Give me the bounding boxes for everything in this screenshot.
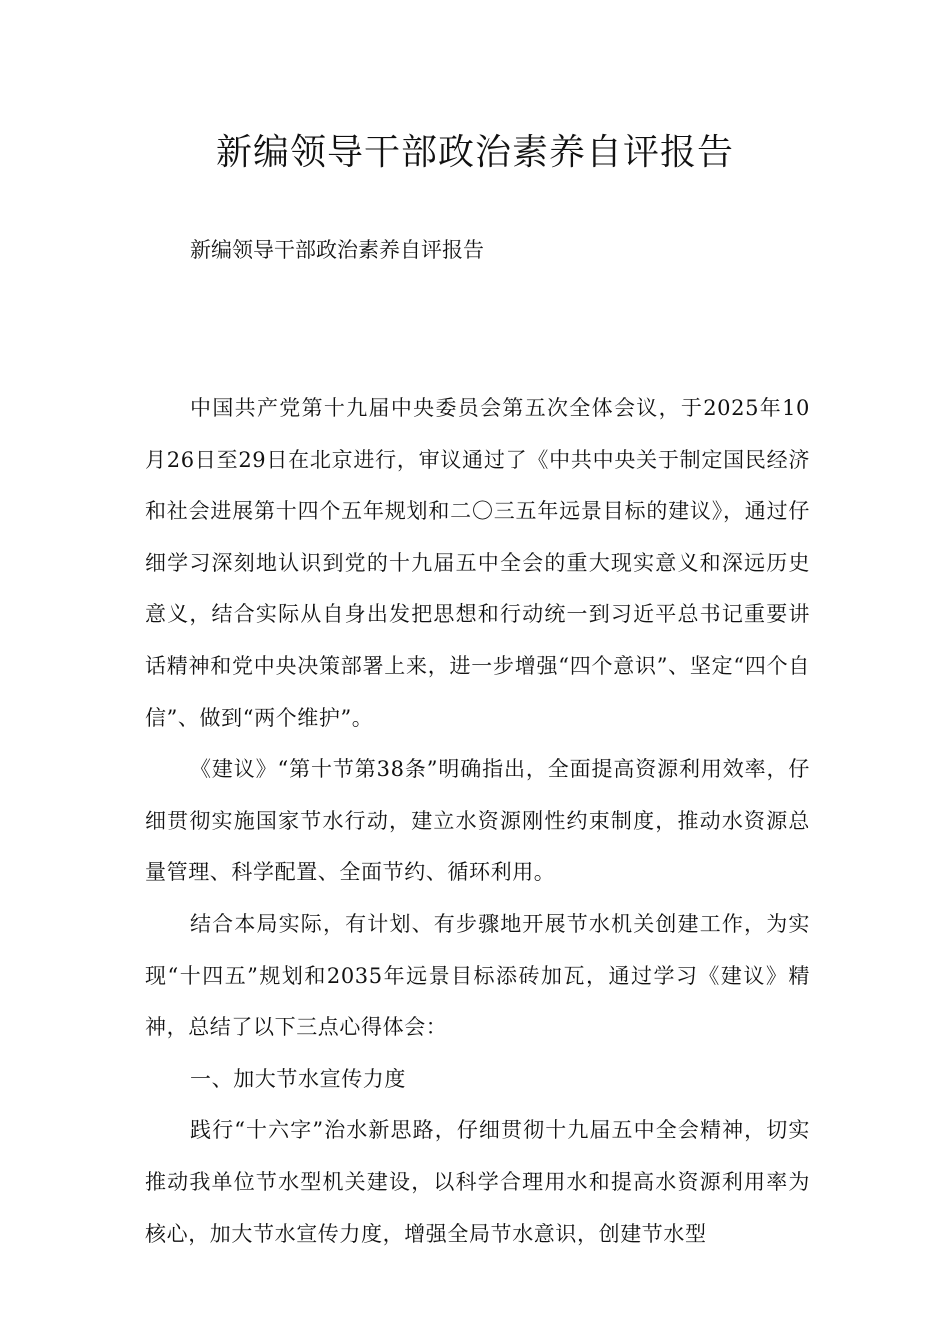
section-heading-1: 一、加大节水宣传力度 [190,1066,406,1091]
document-subtitle: 新编领导干部政治素养自评报告 [190,238,484,262]
paragraph-1: 中国共产党第十九届中央委员会第五次全体会议，于2025年10月26日至29日在北京进行，审议通过了《中共中央关于制定国民经济和社会进展第十四个五年规划和二〇三五年远景目标的建议》，通过仔细学习深刻地认识到党的十九届五中全会的重大现实意义和深远历史意义，结合实际从自身出发把思想和行动统一到习近平总书记重要讲话精神和党中央决策部署上来，进一步增强“四个意识”、坚定“四个自信”、做到“两个维护”。 [145,396,810,730]
paragraph-3: 结合本局实际，有计划、有步骤地开展节水机关创建工作，为实现“十四五”规划和2035年远景目标添砖加瓦，通过学习《建议》精神，总结了以下三点心得体会： [145,911,810,1040]
document-title: 新编领导干部政治素养自评报告 [215,132,734,173]
paragraph-4: 践行“十六字”治水新思路，仔细贯彻十九届五中全会精神，切实推动我单位节水型机关建设，以科学合理用水和提高水资源利用率为核心，加大节水宣传力度，增强全局节水意识，创建节水型 [145,1118,810,1246]
document-body [145,383,810,1260]
paragraph-2: 《建议》“第十节第38条”明确指出，全面提高资源利用效率，仔细贯彻实施国家节水行动，建立水资源刚性约束制度，推动水资源总量管理、科学配置、全面节约、循环利用。 [145,757,810,885]
